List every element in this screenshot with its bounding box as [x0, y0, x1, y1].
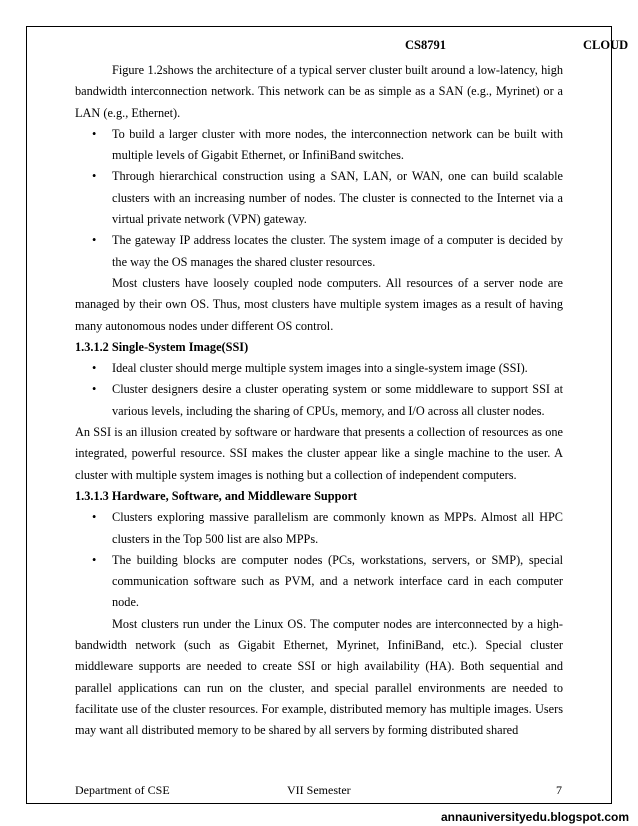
bullet-item — [75, 166, 563, 230]
bullet-item — [75, 550, 563, 614]
footer-page-number: 7 — [556, 783, 562, 797]
bullet-mark: • — [92, 552, 97, 567]
bullet-item — [75, 230, 563, 273]
course-subject: CLOUD — [583, 38, 629, 52]
bullet-mark: • — [92, 233, 97, 248]
paragraph: An SSI is an illusion created by software or hardware that presents a collection of resources as one integrated, powerful resource. SSI makes the cluster appear like a single machine to the user. A cluster with multiple system images is nothing but a collection of independent computers. — [75, 425, 563, 482]
bullet-mark: • — [92, 382, 97, 397]
bullet-text: Cluster designers desire a cluster operating system or some middleware to support SSI at various levels, including the sharing of CPUs, memory, and I/O across all cluster nodes. — [112, 382, 563, 418]
bullet-text: Through hierarchical construction using a SAN, LAN, or WAN, one can build scalable clusters with an increasing number of nodes. The cluster is connected to the Internet via a virtual private network (VPN) gateway. — [112, 169, 563, 227]
bullet-mark: • — [92, 361, 97, 376]
bullet-text: Ideal cluster should merge multiple system images into a single-system image (SSI). — [112, 361, 528, 376]
bullet-text: To build a larger cluster with more nodes, the interconnection network can be built with multiple levels of Gigabit Ethernet, or InfiniBand switches. — [112, 126, 563, 163]
paragraph: Most clusters have loosely coupled node computers. All resources of a server node are managed by their own OS. Thus, most clusters have multiple system images as a result of having many autonomous nodes under different OS control. — [75, 275, 563, 333]
bullet-text: The building blocks are computer nodes (PCs, workstations, servers, or SMP), special communication software such as PVM, and a network interface card in each computer node. — [112, 552, 563, 610]
bullet-item — [75, 507, 563, 550]
section-heading: 1.3.1.3 Hardware, Software, and Middleware Support — [75, 488, 358, 503]
bullet-text: Clusters exploring massive parallelism are commonly known as MPPs. Almost all HPC clusters in the Top 500 list are also MPPs. — [112, 510, 563, 546]
paragraph: Most clusters run under the Linux OS. The computer nodes are interconnected by a high-bandwidth network (such as Gigabit Ethernet, Myrinet, InfiniBand, etc.). Special cluster middleware supports are needed to create SSI or high availability (HA). Both sequential and parallel applications can run on the cluster, and special parallel environments are needed to facilitate use of the cluster resources. For example, distributed memory has multiple images. Users may want all distributed memory to be shared by all servers by forming distributed shared — [75, 616, 563, 738]
bullet-item — [75, 124, 563, 167]
source-watermark: annauniversityedu.blogspot.com — [440, 810, 629, 824]
bullet-item — [75, 358, 563, 379]
paragraph: Figure 1.2shows the architecture of a typical server cluster built around a low-latency, high bandwidth interconnection network. This network can be as simple as a SAN (e.g., Myrinet) or a LAN (e.g., Ethernet). — [75, 63, 563, 120]
footer-department: Department of CSE — [75, 783, 170, 797]
bullet-item — [75, 379, 563, 422]
footer-semester: VII Semester — [287, 783, 351, 797]
bullet-mark: • — [92, 126, 97, 141]
bullet-mark: • — [92, 169, 97, 184]
bullet-mark: • — [92, 510, 97, 525]
section-heading: 1.3.1.2 Single-System Image(SSI) — [75, 339, 249, 354]
course-code: CS8791 — [405, 38, 446, 52]
bullet-text: The gateway IP address locates the cluster. The system image of a computer is decided by the way the OS manages the shared cluster resources. — [112, 233, 563, 269]
document-body — [75, 60, 563, 742]
